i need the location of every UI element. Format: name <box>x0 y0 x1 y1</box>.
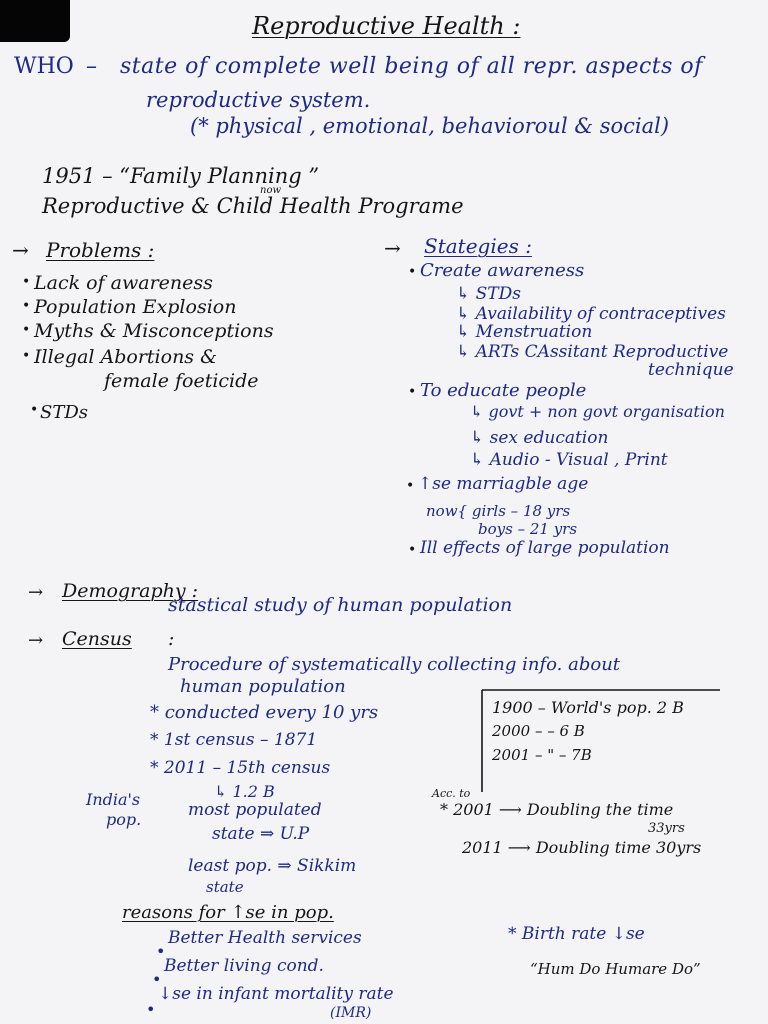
reason-item-4: (IMR) <box>330 1005 372 1021</box>
reason-bullet-2: • <box>152 970 162 989</box>
strategy-line-7: To educate people <box>420 380 587 401</box>
problems-heading: Problems : <box>46 238 155 262</box>
problems-arrow: → <box>12 238 29 262</box>
program-line-1: 1951 – “Family Planning ” <box>42 164 320 188</box>
strategy-bullet-4: • <box>408 542 417 558</box>
strategy-line-2: ↳ STDs <box>456 284 521 304</box>
page-corner-shadow <box>0 0 70 42</box>
doubling-line-2: 2011 ⟶ Doubling time 30yrs <box>462 838 702 857</box>
strategy-line-5: ↳ ARTs CAssitant Reproductive <box>456 342 729 362</box>
census-line-5: * 2011 – 15th census <box>150 758 331 778</box>
world-pop-row-2: 2000 – – 6 B <box>492 722 585 740</box>
who-label: WHO <box>14 54 74 79</box>
doubling-line-1-note: 33yrs <box>648 821 685 836</box>
strategy-line-6: technique <box>648 360 734 380</box>
who-line-1: state of complete well being of all repr. aspects of <box>120 54 703 79</box>
census-line-3: * conducted every 10 yrs <box>150 702 379 723</box>
doubling-line-1: * 2001 ⟶ Doubling the time <box>440 800 674 819</box>
strategies-arrow: → <box>384 236 401 260</box>
page-title: Reproductive Health : <box>252 12 521 40</box>
program-caret-note: now <box>260 185 282 196</box>
program-line-2: Reproductive & Child Health Programe <box>42 194 464 218</box>
reason-bullet-3: • <box>146 1000 156 1019</box>
problem-item-3: Myths & Misconceptions <box>34 320 274 342</box>
census-line-7: most populated <box>188 800 322 820</box>
census-line-2: human population <box>180 676 346 697</box>
census-arrow: → <box>28 630 44 651</box>
india-label-2: pop. <box>106 810 142 829</box>
who-dash: – <box>86 54 97 79</box>
problem-bullet-5: • <box>30 402 39 418</box>
strategy-line-9: ↳ sex education <box>470 428 609 448</box>
demography-heading: Demography : <box>62 580 199 602</box>
birth-rate-slogan: “Hum Do Humare Do” <box>530 960 701 978</box>
strategy-bullet-1: • <box>408 264 417 280</box>
strategy-bullet-2: • <box>408 384 417 400</box>
problem-item-4: Illegal Abortions & <box>34 346 218 368</box>
demography-arrow: → <box>28 582 44 603</box>
problem-bullet-1: • <box>22 274 31 290</box>
world-pop-row-3: 2001 – " – 7B <box>492 746 592 764</box>
reason-item-2: Better living cond. <box>164 956 324 976</box>
strategy-line-3: ↳ Availability of contraceptives <box>456 304 726 324</box>
strategy-bullet-3: • <box>406 478 415 494</box>
problem-item-5: STDs <box>40 402 89 423</box>
census-line-4: * 1st census – 1871 <box>150 730 318 750</box>
problem-bullet-3: • <box>22 322 31 338</box>
problem-item-4-cont: female foeticide <box>104 370 259 392</box>
who-line-3: (* physical , emotional, behavioroul & social) <box>190 114 670 138</box>
census-line-1: Procedure of systematically collecting info. about <box>168 654 621 675</box>
birth-rate-line: * Birth rate ↓se <box>508 924 645 944</box>
demography-definition: stastical study of human population <box>168 594 513 616</box>
strategy-line-14: Ill effects of large population <box>420 538 670 558</box>
india-label-1: India's <box>86 790 141 809</box>
doubling-acc-note: Acc. to <box>432 787 471 800</box>
strategy-line-13: boys – 21 yrs <box>478 520 578 538</box>
reason-item-1: Better Health services <box>168 928 362 948</box>
census-line-8: state ⇒ U.P <box>212 824 310 844</box>
problem-bullet-4: • <box>22 348 31 364</box>
strategy-line-1: Create awareness <box>420 260 585 281</box>
strategy-line-11: ↑se marriagble age <box>418 474 589 494</box>
who-line-2: reproductive system. <box>146 88 371 112</box>
reason-item-3: ↓se in infant mortality rate <box>158 984 394 1004</box>
problem-item-2: Population Explosion <box>34 296 237 318</box>
census-line-10: state <box>206 878 244 896</box>
strategy-line-8: ↳ govt + non govt organisation <box>470 402 725 421</box>
reasons-heading: reasons for ↑se in pop. <box>122 902 334 923</box>
census-line-6: ↳ 1.2 B <box>214 782 275 801</box>
strategies-heading: Stategies : <box>424 234 532 258</box>
problem-item-1: Lack of awareness <box>34 272 213 294</box>
strategy-line-4: ↳ Menstruation <box>456 322 593 342</box>
reason-bullet-1: • <box>156 942 166 961</box>
world-pop-row-1: 1900 – World's pop. 2 B <box>492 698 684 717</box>
census-line-9: least pop. ⇒ Sikkim <box>188 856 357 876</box>
problem-bullet-2: • <box>22 298 31 314</box>
census-colon: : <box>168 628 175 650</box>
strategy-line-10: ↳ Audio - Visual , Print <box>470 450 668 470</box>
strategy-line-12: now{ girls – 18 yrs <box>426 502 571 520</box>
census-heading: Census <box>62 628 132 650</box>
